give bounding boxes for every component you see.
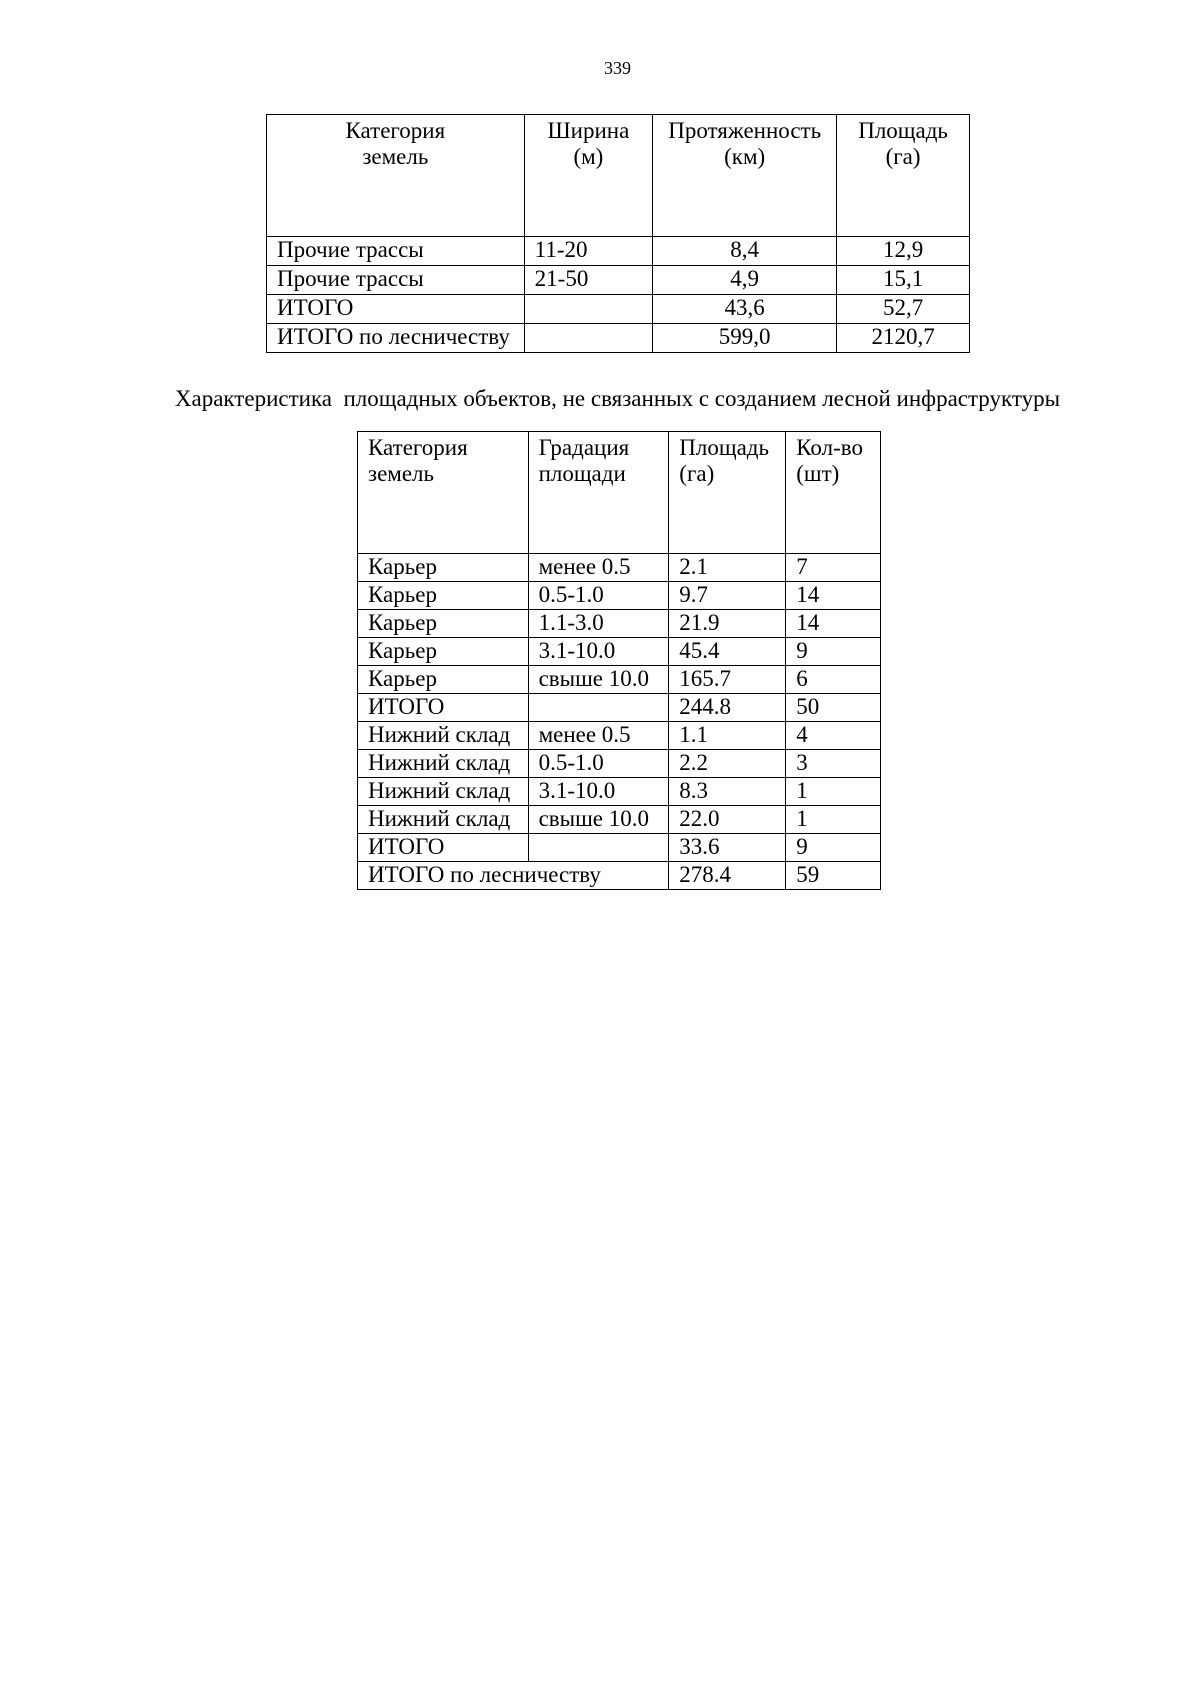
cell-gradation: 3.1-10.0 [528, 638, 669, 666]
table-row [358, 834, 881, 862]
cell-category: Карьер [358, 638, 529, 666]
header-category: Категория земель [358, 432, 529, 554]
cell-area: 278.4 [669, 862, 786, 890]
cell-gradation [528, 834, 669, 862]
cell-category: Прочие трассы [267, 266, 525, 295]
cell-width [524, 324, 652, 353]
table-row [358, 806, 881, 834]
cell-category: Карьер [358, 666, 529, 694]
cell-area: 244.8 [669, 694, 786, 722]
cell-area: 8.3 [669, 778, 786, 806]
cell-area: 1.1 [669, 722, 786, 750]
cell-category: Карьер [358, 610, 529, 638]
page-number: 339 [604, 58, 631, 78]
table-row [358, 554, 881, 582]
table-header-row [267, 115, 970, 237]
cell-area: 2120,7 [837, 324, 970, 353]
cell-count: 9 [786, 638, 881, 666]
cell-gradation [528, 694, 669, 722]
table-row [358, 582, 881, 610]
table-row [358, 610, 881, 638]
table-row [267, 295, 970, 324]
cell-area: 33.6 [669, 834, 786, 862]
table-row [267, 266, 970, 295]
cell-category: Прочие трассы [267, 237, 525, 266]
cell-category: Нижний склад [358, 806, 529, 834]
cell-width: 11-20 [524, 237, 652, 266]
cell-category: Карьер [358, 554, 529, 582]
cell-area: 22.0 [669, 806, 786, 834]
cell-category: ИТОГО по лесничеству [358, 862, 669, 890]
cell-category: Карьер [358, 582, 529, 610]
cell-area: 52,7 [837, 295, 970, 324]
table-row [358, 694, 881, 722]
table-caption: Характеристика площадных объектов, не связанных с созданием лесной инфраструктуры [174, 386, 1061, 411]
table-row [267, 237, 970, 266]
cell-area: 21.9 [669, 610, 786, 638]
linear-objects-table [266, 114, 970, 353]
cell-count: 1 [786, 778, 881, 806]
cell-area: 2.2 [669, 750, 786, 778]
cell-count: 14 [786, 582, 881, 610]
cell-count: 3 [786, 750, 881, 778]
cell-gradation: 0.5-1.0 [528, 582, 669, 610]
table-row [358, 638, 881, 666]
cell-category: ИТОГО [267, 295, 525, 324]
cell-category: Нижний склад [358, 722, 529, 750]
table-header-row [358, 432, 881, 554]
area-objects-table [357, 431, 881, 890]
cell-category: Нижний склад [358, 750, 529, 778]
cell-gradation: 1.1-3.0 [528, 610, 669, 638]
cell-area: 15,1 [837, 266, 970, 295]
cell-gradation: менее 0.5 [528, 722, 669, 750]
cell-area: 45.4 [669, 638, 786, 666]
cell-gradation: 3.1-10.0 [528, 778, 669, 806]
cell-category: ИТОГО [358, 834, 529, 862]
cell-length: 4,9 [653, 266, 837, 295]
table-row [358, 666, 881, 694]
cell-count: 50 [786, 694, 881, 722]
cell-category: ИТОГО [358, 694, 529, 722]
header-gradation: Градация площади [528, 432, 669, 554]
header-area: Площадь (га) [669, 432, 786, 554]
cell-count: 9 [786, 834, 881, 862]
cell-width: 21-50 [524, 266, 652, 295]
cell-area: 12,9 [837, 237, 970, 266]
cell-gradation: менее 0.5 [528, 554, 669, 582]
cell-count: 6 [786, 666, 881, 694]
table-row [358, 750, 881, 778]
cell-count: 1 [786, 806, 881, 834]
cell-category: ИТОГО по лесничеству [267, 324, 525, 353]
table-row [267, 324, 970, 353]
cell-gradation: свыше 10.0 [528, 806, 669, 834]
header-area: Площадь (га) [837, 115, 970, 237]
cell-width [524, 295, 652, 324]
header-count: Кол-во (шт) [786, 432, 881, 554]
table-row [358, 722, 881, 750]
cell-length: 8,4 [653, 237, 837, 266]
cell-count: 7 [786, 554, 881, 582]
table-row [358, 778, 881, 806]
cell-gradation: свыше 10.0 [528, 666, 669, 694]
cell-category: Нижний склад [358, 778, 529, 806]
cell-area: 9.7 [669, 582, 786, 610]
cell-length: 599,0 [653, 324, 837, 353]
cell-gradation: 0.5-1.0 [528, 750, 669, 778]
header-length: Протяженность (км) [653, 115, 837, 237]
header-width: Ширина (м) [524, 115, 652, 237]
cell-area: 2.1 [669, 554, 786, 582]
table-row [358, 862, 881, 890]
cell-count: 14 [786, 610, 881, 638]
cell-count: 4 [786, 722, 881, 750]
cell-area: 165.7 [669, 666, 786, 694]
header-category: Категория земель [267, 115, 525, 237]
cell-length: 43,6 [653, 295, 837, 324]
cell-count: 59 [786, 862, 881, 890]
